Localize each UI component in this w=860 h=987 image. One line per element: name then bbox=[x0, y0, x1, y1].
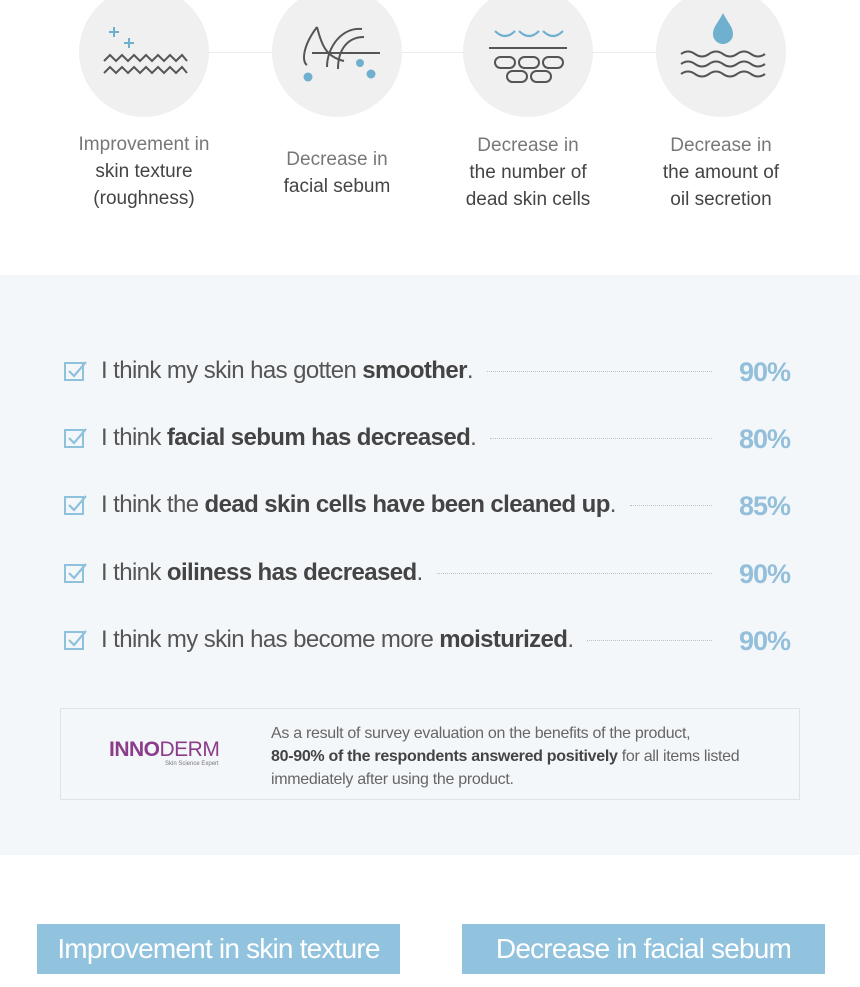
decrease-facial-sebum-button[interactable]: Decrease in facial sebum bbox=[462, 924, 825, 974]
survey-row bbox=[64, 488, 790, 522]
checkbox-icon bbox=[64, 360, 88, 382]
survey-row bbox=[64, 623, 790, 657]
survey-percent: 90% bbox=[738, 626, 790, 656]
survey-row bbox=[64, 421, 790, 455]
survey-row bbox=[64, 556, 790, 590]
survey-section bbox=[0, 275, 860, 855]
dotted-leader bbox=[587, 640, 712, 641]
connector-line bbox=[145, 52, 720, 53]
benefit-line1: Decrease in bbox=[286, 149, 388, 170]
survey-statement: I think my skin has become more moisturized. bbox=[101, 623, 587, 657]
texture-icon bbox=[79, 0, 209, 117]
checkbox-icon bbox=[64, 629, 88, 651]
benefits-section bbox=[0, 0, 860, 275]
benefit-line2: the amount of bbox=[662, 162, 780, 183]
benefit-line1: Decrease in bbox=[670, 135, 772, 156]
survey-statement: I think facial sebum has decreased. bbox=[101, 421, 490, 455]
dotted-leader bbox=[630, 505, 712, 506]
checkbox-icon bbox=[64, 427, 88, 449]
skin-cells-icon bbox=[463, 0, 593, 117]
survey-statement: I think my skin has gotten smoother. bbox=[101, 354, 487, 388]
benefit-line1: Decrease in bbox=[477, 135, 579, 156]
survey-row bbox=[64, 354, 790, 388]
survey-percent: 80% bbox=[738, 424, 790, 454]
survey-note-box bbox=[60, 708, 800, 800]
survey-percent: 90% bbox=[738, 559, 790, 589]
oil-drop-icon bbox=[656, 0, 786, 117]
benefit-line2: skin texture bbox=[95, 161, 193, 182]
survey-note-text: As a result of survey evaluation on the benefits of the product, 80-90% of the respondents answered positively for all items listed immediately after using the product. bbox=[271, 725, 740, 788]
survey-percent: 90% bbox=[738, 357, 790, 387]
improvement-skin-texture-button[interactable]: Improvement in skin texture bbox=[37, 924, 400, 974]
benefit-line3: (roughness) bbox=[93, 188, 195, 209]
benefit-line2: facial sebum bbox=[283, 176, 391, 197]
checkbox-icon bbox=[64, 562, 88, 584]
benefit-line3: dead skin cells bbox=[465, 189, 591, 210]
dotted-leader bbox=[490, 438, 712, 439]
sebum-icon bbox=[272, 0, 402, 117]
survey-statement: I think the dead skin cells have been cleaned up. bbox=[101, 488, 630, 522]
benefit-line3: oil secretion bbox=[670, 189, 772, 210]
benefit-line1: Improvement in bbox=[78, 134, 210, 155]
benefit-line2: the number of bbox=[469, 162, 587, 183]
checkbox-icon bbox=[64, 494, 88, 516]
logo-tagline: Skin Science Expert bbox=[165, 761, 219, 767]
survey-statement: I think oiliness has decreased. bbox=[101, 556, 437, 590]
innoderm-logo: INNODERM Skin Science Expert bbox=[109, 738, 220, 767]
dotted-leader bbox=[437, 573, 712, 574]
survey-percent: 85% bbox=[738, 491, 790, 521]
dotted-leader bbox=[487, 371, 712, 372]
